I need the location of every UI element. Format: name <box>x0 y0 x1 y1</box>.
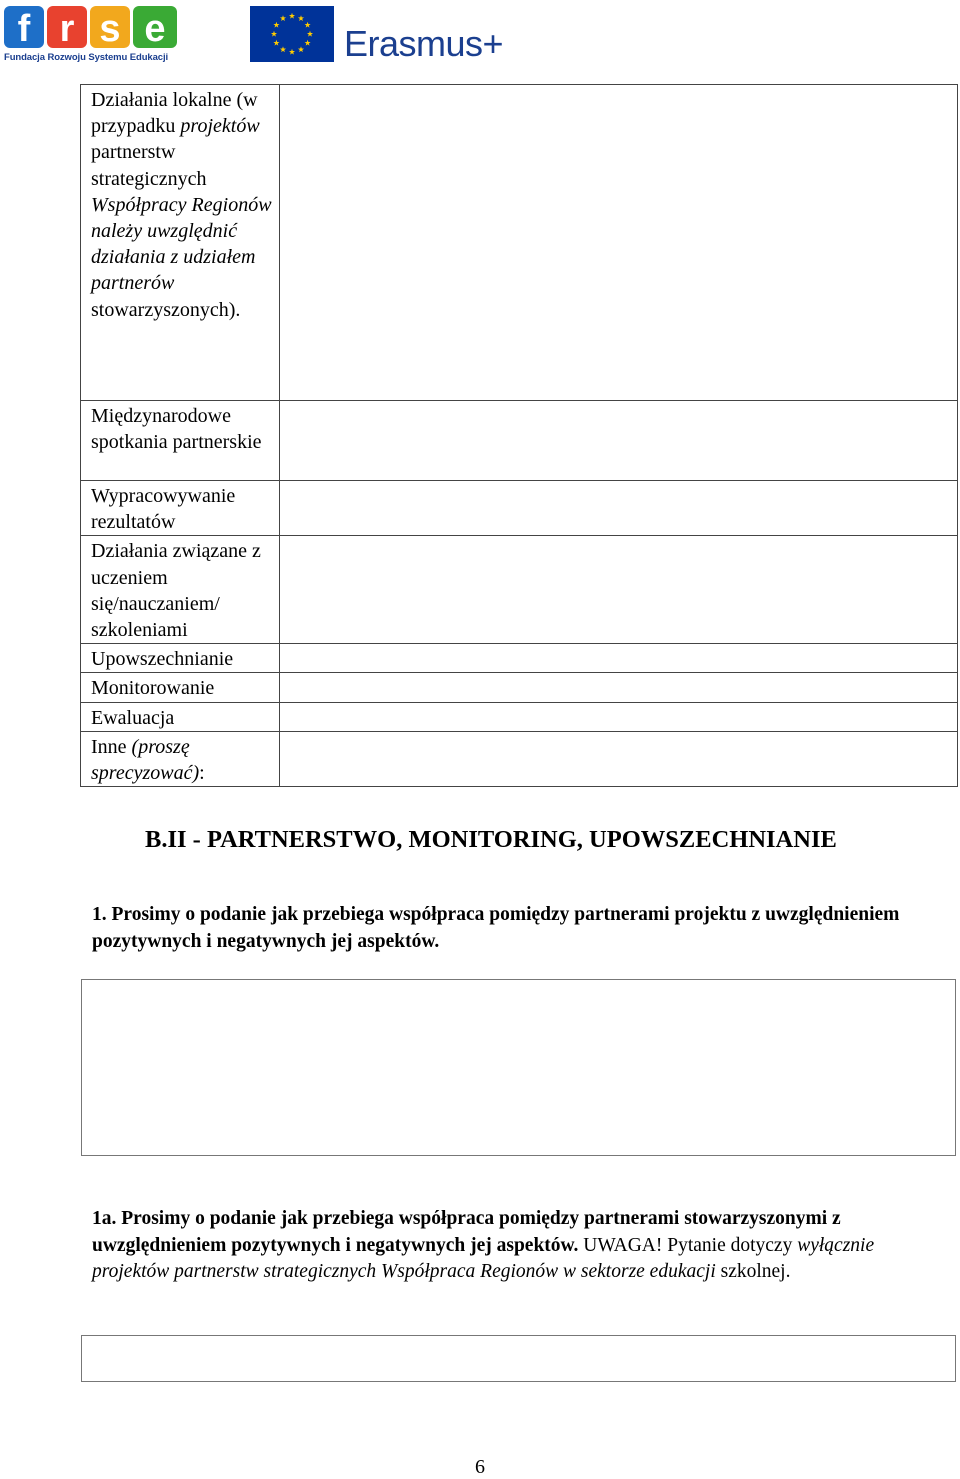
question-1a-text <box>92 1206 954 1286</box>
activity-label-part: Wypracowywanie rezultatów <box>91 485 236 534</box>
activity-row <box>81 481 958 536</box>
page-number: 6 <box>475 1456 485 1478</box>
activity-value-cell[interactable] <box>280 731 958 786</box>
activity-label-part: Inne <box>91 735 132 758</box>
activity-label <box>81 644 280 673</box>
question-1a-bold: 1a. Prosimy o podanie jak przebiega współpraca pomiędzy partnerami stowarzyszonymi z uwzględnieniem pozytywnych i negatywnych jej aspektów. <box>92 1208 841 1256</box>
svg-text:s: s <box>99 8 121 50</box>
activity-row <box>81 644 958 673</box>
activity-row <box>81 731 958 786</box>
svg-text:e: e <box>144 8 166 50</box>
frse-letters-logo <box>4 4 178 50</box>
activity-row <box>81 702 958 731</box>
activity-label <box>81 702 280 731</box>
activity-label-part: : <box>199 762 205 785</box>
question-1a-answer-box[interactable] <box>81 1335 956 1382</box>
activity-label-part: Monitorowanie <box>91 677 215 700</box>
activity-label <box>81 401 280 481</box>
activity-value-cell[interactable] <box>280 644 958 673</box>
question-1a-note-end: szkolnej. <box>715 1261 791 1282</box>
question-1a-note-label: UWAGA! Pytanie dotyczy <box>578 1234 798 1256</box>
frse-logo <box>4 4 178 66</box>
activity-label-part: projektów <box>180 115 260 138</box>
erasmus-plus-logo: Erasmus+ <box>344 23 504 64</box>
question-1-answer-box[interactable] <box>81 979 956 1156</box>
activity-value-cell[interactable] <box>280 85 958 401</box>
activity-value-cell[interactable] <box>280 401 958 481</box>
activity-label-part: (proszę sprecyzować) <box>91 735 200 785</box>
activity-row <box>81 401 958 481</box>
activity-value-cell[interactable] <box>280 536 958 644</box>
activity-row <box>81 536 958 644</box>
question-1-text: 1. Prosimy o podanie jak przebiega współpraca pomiędzy partnerami projektu z uwzględnieniem pozytywnych i negatywnych jej aspektów. <box>92 904 900 952</box>
activity-label-part: Współpracy Regionów należy uwzględnić działania z udziałem partnerów <box>91 193 272 295</box>
svg-text:f: f <box>17 8 31 50</box>
activity-label-part: Ewaluacja <box>91 706 175 729</box>
activity-row <box>81 673 958 702</box>
activity-label-part: Działania lokalne (w przypadku <box>91 89 258 138</box>
activities-table <box>80 84 958 787</box>
activity-value-cell[interactable] <box>280 481 958 536</box>
question-1a-note-italic: wyłącznie projektów partnerstw strategicznych Współpraca Regionów w sektorze edukacji <box>92 1234 875 1282</box>
activity-label <box>81 481 280 536</box>
activity-label-part: Działania związane z uczeniem się/nauczaniem/ szkoleniami <box>91 540 261 642</box>
activity-label-part: Międzynarodowe spotkania partnerskie <box>91 405 262 454</box>
activity-label <box>81 731 280 786</box>
svg-text:r: r <box>59 8 75 50</box>
activity-label <box>81 536 280 644</box>
section-title: B.II - PARTNERSTWO, MONITORING, UPOWSZECHNIANIE <box>145 826 837 853</box>
activity-row <box>81 85 958 401</box>
activity-label-part: partnerstw strategicznych <box>91 141 207 190</box>
activity-label <box>81 673 280 702</box>
activity-value-cell[interactable] <box>280 702 958 731</box>
frse-tagline: Fundacja Rozwoju Systemu Edukacji <box>4 52 169 63</box>
eu-flag-icon <box>250 6 334 62</box>
activity-label <box>81 85 280 401</box>
activity-label-part: Upowszechnianie <box>91 648 234 671</box>
activity-label-part: stowarzyszonych). <box>91 298 241 321</box>
activity-value-cell[interactable] <box>280 673 958 702</box>
